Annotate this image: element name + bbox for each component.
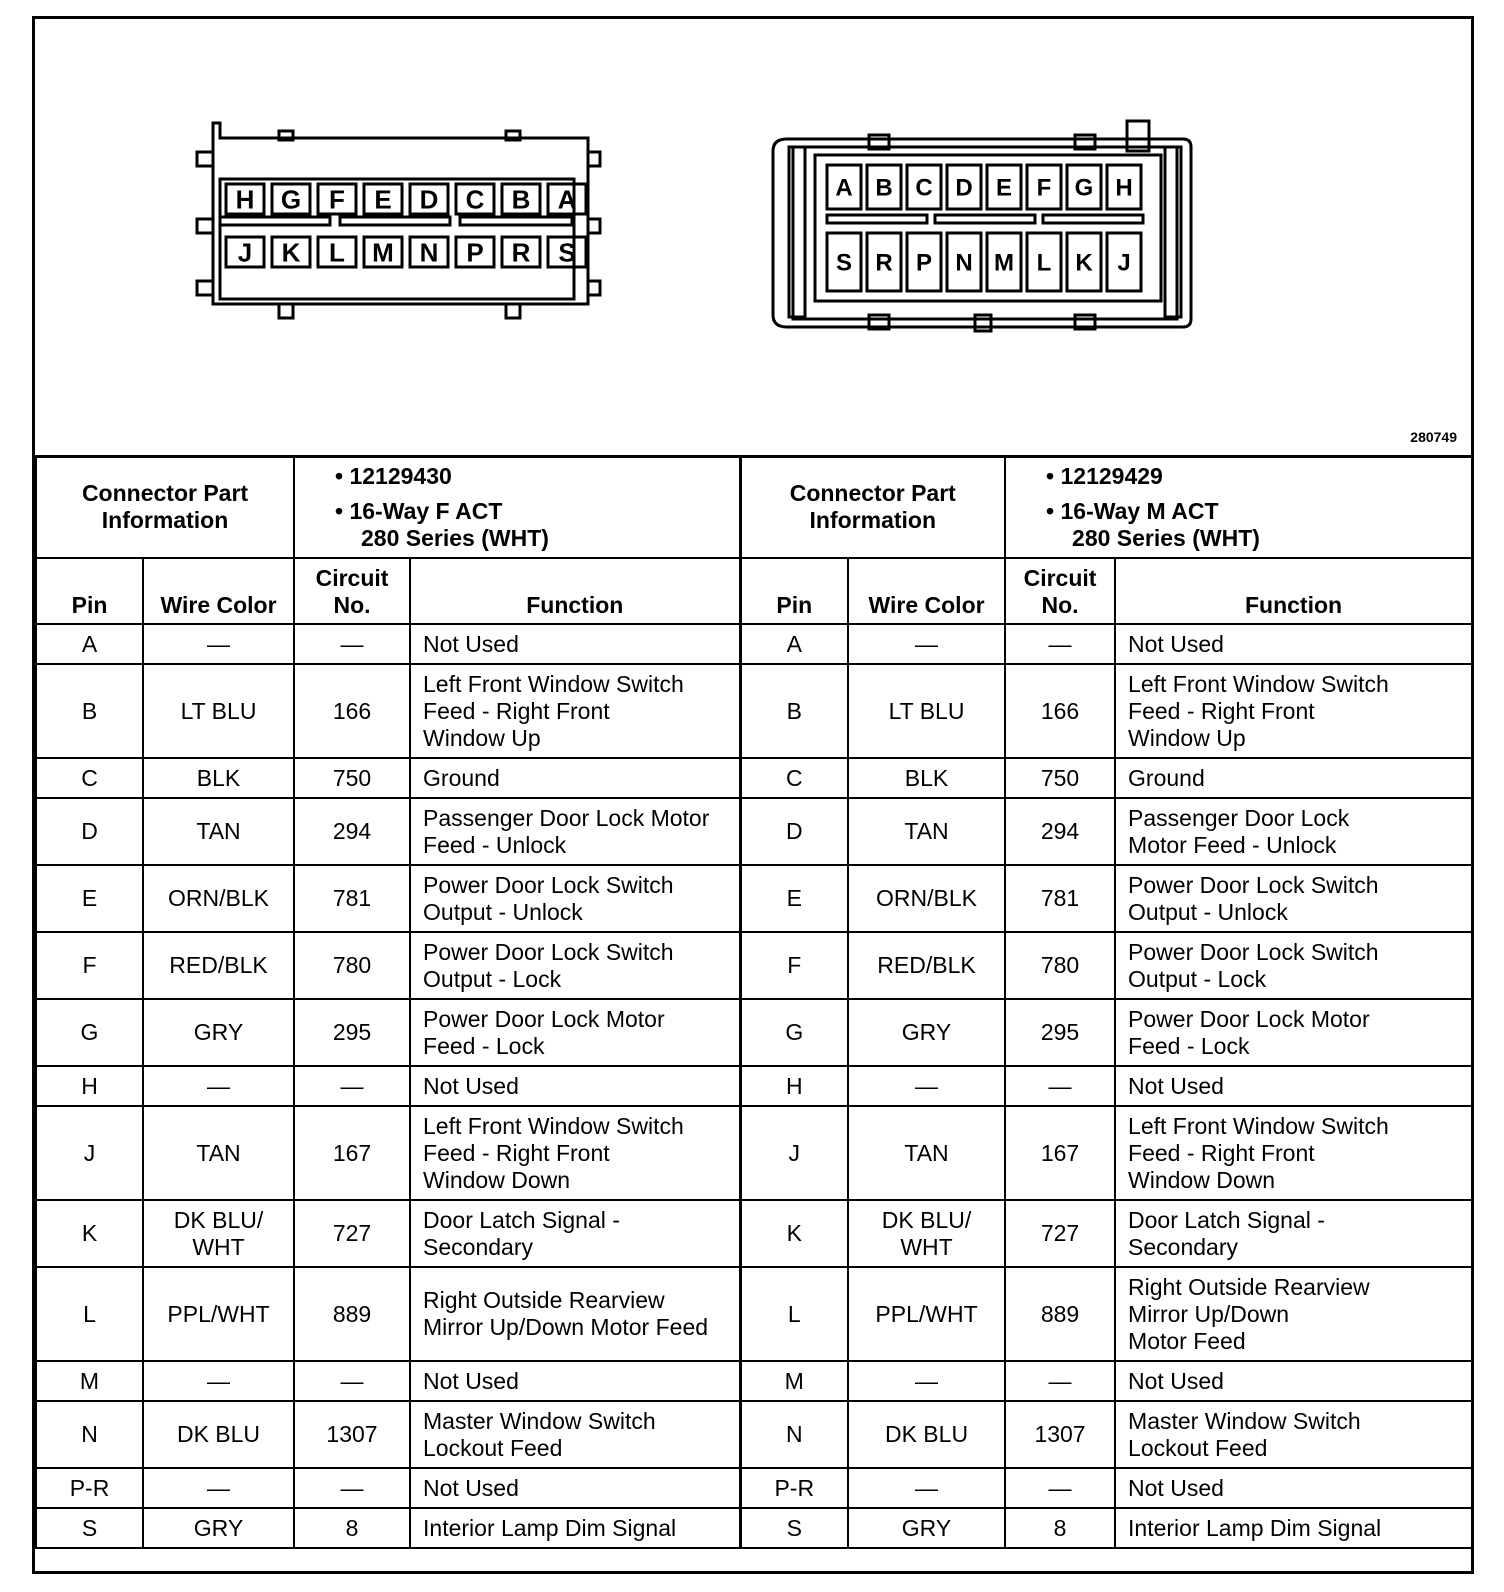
function-cell: Power Door Lock Switch Output - Unlock bbox=[410, 865, 740, 932]
pin-letter: R bbox=[511, 237, 531, 268]
circuit-number-cell: 1307 bbox=[1005, 1401, 1115, 1468]
right-part-number: 12129429 bbox=[1060, 462, 1163, 489]
left-part-number: 12129430 bbox=[349, 462, 452, 489]
circuit-number-cell: — bbox=[294, 1468, 410, 1508]
function-header: Function bbox=[410, 558, 740, 624]
function-cell: Power Door Lock Motor Feed - Lock bbox=[1115, 999, 1472, 1066]
pin-cell: F bbox=[36, 932, 143, 999]
function-cell: Not Used bbox=[1115, 1468, 1472, 1508]
circuit-number-cell: 167 bbox=[1005, 1106, 1115, 1200]
pin-letter: C bbox=[465, 184, 485, 215]
wire-color-cell: GRY bbox=[848, 999, 1005, 1066]
column-header-row bbox=[36, 558, 1472, 624]
wire-color-cell: DK BLU bbox=[848, 1401, 1005, 1468]
pin-letter: C bbox=[915, 174, 933, 202]
circuit-number-cell: 727 bbox=[294, 1200, 410, 1267]
circuit-number-cell: 8 bbox=[1005, 1508, 1115, 1548]
pin-letter: H bbox=[1115, 174, 1133, 202]
pin-letter: L bbox=[329, 237, 345, 268]
circuit-number-cell: 781 bbox=[1005, 865, 1115, 932]
pin-letter: A bbox=[557, 184, 577, 215]
circuit-number-cell: 889 bbox=[294, 1267, 410, 1361]
function-cell: Not Used bbox=[410, 1066, 740, 1106]
pin-cell: N bbox=[36, 1401, 143, 1468]
right-connector bbox=[773, 121, 1191, 331]
function-cell: Left Front Window Switch Feed - Right Front Window Up bbox=[1115, 664, 1472, 758]
pin-letter: D bbox=[419, 184, 439, 215]
pin-cell: G bbox=[740, 999, 848, 1066]
circuit-number-cell: — bbox=[294, 1066, 410, 1106]
wire-color-header: Wire Color bbox=[143, 558, 294, 624]
function-cell: Right Outside Rearview Mirror Up/Down Motor Feed bbox=[410, 1267, 740, 1361]
table-row bbox=[36, 1106, 1472, 1200]
function-cell: Right Outside Rearview Mirror Up/Down Motor Feed bbox=[1115, 1267, 1472, 1361]
circuit-number-cell: 8 bbox=[294, 1508, 410, 1548]
function-cell: Interior Lamp Dim Signal bbox=[1115, 1508, 1472, 1548]
pin-cell: H bbox=[36, 1066, 143, 1106]
pin-cell: L bbox=[740, 1267, 848, 1361]
function-cell: Master Window Switch Lockout Feed bbox=[410, 1401, 740, 1468]
right-connector-bottom-row bbox=[827, 233, 1141, 291]
wire-color-cell: GRY bbox=[143, 1508, 294, 1548]
wire-color-cell: LT BLU bbox=[848, 664, 1005, 758]
pin-letter: E bbox=[995, 174, 1013, 202]
wire-color-cell: TAN bbox=[848, 798, 1005, 865]
circuit-header: Circuit No. bbox=[1005, 558, 1115, 624]
circuit-number-cell: 166 bbox=[1005, 664, 1115, 758]
pin-cell: M bbox=[740, 1361, 848, 1401]
function-cell: Door Latch Signal - Secondary bbox=[410, 1200, 740, 1267]
pin-letter: S bbox=[558, 237, 576, 268]
circuit-number-cell: 750 bbox=[1005, 758, 1115, 798]
pin-header: Pin bbox=[740, 558, 848, 624]
circuit-number-cell: 294 bbox=[1005, 798, 1115, 865]
pin-cell: B bbox=[36, 664, 143, 758]
pin-letter: A bbox=[835, 174, 853, 202]
circuit-number-cell: 781 bbox=[294, 865, 410, 932]
table-row bbox=[36, 1508, 1472, 1548]
circuit-number-cell: — bbox=[1005, 624, 1115, 664]
pin-letter: S bbox=[835, 249, 853, 277]
pin-cell: A bbox=[36, 624, 143, 664]
connector-info-row bbox=[36, 456, 1472, 558]
left-info-label: Connector Part Information bbox=[36, 456, 294, 558]
function-cell: Power Door Lock Switch Output - Lock bbox=[410, 932, 740, 999]
pin-letter: G bbox=[280, 184, 302, 215]
pin-letter: J bbox=[1117, 249, 1131, 277]
pin-letter: D bbox=[955, 174, 973, 202]
pin-header: Pin bbox=[36, 558, 143, 624]
pin-cell: E bbox=[36, 865, 143, 932]
circuit-number-cell: 750 bbox=[294, 758, 410, 798]
wire-color-cell: — bbox=[848, 1066, 1005, 1106]
wire-color-cell: — bbox=[848, 624, 1005, 664]
left-connector-series: 280 Series (WHT) bbox=[361, 524, 549, 551]
wire-color-cell: PPL/WHT bbox=[143, 1267, 294, 1361]
connector-diagram bbox=[35, 19, 1471, 458]
document-frame bbox=[32, 16, 1474, 1574]
wire-color-cell: — bbox=[143, 1468, 294, 1508]
wire-color-cell: DK BLU bbox=[143, 1401, 294, 1468]
pin-cell: C bbox=[740, 758, 848, 798]
pin-letter: P bbox=[915, 249, 933, 277]
pin-cell: J bbox=[740, 1106, 848, 1200]
function-cell: Master Window Switch Lockout Feed bbox=[1115, 1401, 1472, 1468]
left-connector-top-row bbox=[226, 184, 586, 214]
wire-color-cell: DK BLU/ WHT bbox=[143, 1200, 294, 1267]
right-connector-desc: 16-Way M ACT bbox=[1060, 497, 1219, 524]
wire-color-cell: — bbox=[143, 624, 294, 664]
function-cell: Interior Lamp Dim Signal bbox=[410, 1508, 740, 1548]
function-cell: Not Used bbox=[410, 1468, 740, 1508]
left-connector-bottom-row bbox=[226, 237, 586, 267]
wire-color-cell: GRY bbox=[848, 1508, 1005, 1548]
pin-letter: K bbox=[1075, 249, 1093, 277]
pin-cell: D bbox=[36, 798, 143, 865]
pin-letter: M bbox=[994, 249, 1014, 277]
function-header: Function bbox=[1115, 558, 1472, 624]
circuit-number-cell: 727 bbox=[1005, 1200, 1115, 1267]
function-cell: Not Used bbox=[1115, 1066, 1472, 1106]
pin-letter: K bbox=[281, 237, 301, 268]
pin-cell: G bbox=[36, 999, 143, 1066]
pin-cell: P-R bbox=[36, 1468, 143, 1508]
connector-pinout-table bbox=[35, 455, 1473, 1549]
table-row bbox=[36, 1361, 1472, 1401]
right-connector-part-info: • 12129429 • 16-Way M ACT 280 Series (WHT) bbox=[1005, 456, 1472, 558]
table-row bbox=[36, 1267, 1472, 1361]
table-row bbox=[36, 999, 1472, 1066]
circuit-number-cell: — bbox=[294, 1361, 410, 1401]
function-cell: Door Latch Signal - Secondary bbox=[1115, 1200, 1472, 1267]
pin-letter: P bbox=[466, 237, 484, 268]
pin-cell: S bbox=[36, 1508, 143, 1548]
circuit-number-cell: 780 bbox=[1005, 932, 1115, 999]
left-connector bbox=[197, 123, 600, 318]
pin-cell: D bbox=[740, 798, 848, 865]
pin-letter: B bbox=[875, 174, 893, 202]
pin-letter: N bbox=[955, 249, 973, 277]
table-row bbox=[36, 1066, 1472, 1106]
wire-color-cell: PPL/WHT bbox=[848, 1267, 1005, 1361]
table-row bbox=[36, 932, 1472, 999]
wire-color-cell: TAN bbox=[143, 1106, 294, 1200]
pin-cell: K bbox=[36, 1200, 143, 1267]
function-cell: Ground bbox=[410, 758, 740, 798]
function-cell: Not Used bbox=[1115, 1361, 1472, 1401]
wire-color-header: Wire Color bbox=[848, 558, 1005, 624]
wire-color-cell: ORN/BLK bbox=[143, 865, 294, 932]
function-cell: Passenger Door Lock Motor Feed - Unlock bbox=[410, 798, 740, 865]
function-cell: Left Front Window Switch Feed - Right Front Window Up bbox=[410, 664, 740, 758]
wire-color-cell: TAN bbox=[848, 1106, 1005, 1200]
circuit-number-cell: — bbox=[1005, 1361, 1115, 1401]
wire-color-cell: — bbox=[848, 1468, 1005, 1508]
left-connector-desc: 16-Way F ACT bbox=[349, 497, 503, 524]
function-cell: Power Door Lock Switch Output - Unlock bbox=[1115, 865, 1472, 932]
wire-color-cell: DK BLU/ WHT bbox=[848, 1200, 1005, 1267]
connector-drawing bbox=[35, 19, 1471, 455]
wire-color-cell: RED/BLK bbox=[848, 932, 1005, 999]
wire-color-cell: — bbox=[143, 1361, 294, 1401]
pin-cell: J bbox=[36, 1106, 143, 1200]
table-row bbox=[36, 865, 1472, 932]
pin-cell: N bbox=[740, 1401, 848, 1468]
function-cell: Left Front Window Switch Feed - Right Front Window Down bbox=[410, 1106, 740, 1200]
pin-letter: R bbox=[875, 249, 893, 277]
wire-color-cell: TAN bbox=[143, 798, 294, 865]
circuit-number-cell: — bbox=[1005, 1066, 1115, 1106]
wire-color-cell: ORN/BLK bbox=[848, 865, 1005, 932]
function-cell: Not Used bbox=[410, 1361, 740, 1401]
table-row bbox=[36, 1401, 1472, 1468]
circuit-number-cell: 295 bbox=[294, 999, 410, 1066]
pin-letter: B bbox=[511, 184, 531, 215]
wire-color-cell: RED/BLK bbox=[143, 932, 294, 999]
pin-cell: A bbox=[740, 624, 848, 664]
function-cell: Left Front Window Switch Feed - Right Front Window Down bbox=[1115, 1106, 1472, 1200]
figure-number: 280749 bbox=[1410, 429, 1457, 445]
function-cell: Power Door Lock Motor Feed - Lock bbox=[410, 999, 740, 1066]
pin-letter: F bbox=[329, 184, 345, 215]
circuit-number-cell: — bbox=[294, 624, 410, 664]
pin-letter: M bbox=[372, 237, 394, 268]
pin-letter: F bbox=[1036, 174, 1052, 202]
left-connector-part-info: • 12129430 • 16-Way F ACT 280 Series (WHT) bbox=[294, 456, 740, 558]
pin-letter: H bbox=[235, 184, 255, 215]
pin-cell: F bbox=[740, 932, 848, 999]
table-row bbox=[36, 664, 1472, 758]
table-row bbox=[36, 798, 1472, 865]
pin-letter: E bbox=[374, 184, 392, 215]
pin-cell: P-R bbox=[740, 1468, 848, 1508]
circuit-number-cell: 780 bbox=[294, 932, 410, 999]
pin-letter: J bbox=[237, 237, 253, 268]
function-cell: Passenger Door Lock Motor Feed - Unlock bbox=[1115, 798, 1472, 865]
pin-cell: M bbox=[36, 1361, 143, 1401]
right-info-label: Connector Part Information bbox=[740, 456, 1005, 558]
pin-letter: G bbox=[1074, 174, 1094, 202]
function-cell: Power Door Lock Switch Output - Lock bbox=[1115, 932, 1472, 999]
table-row bbox=[36, 624, 1472, 664]
pin-letter: N bbox=[419, 237, 439, 268]
circuit-number-cell: 295 bbox=[1005, 999, 1115, 1066]
circuit-number-cell: 166 bbox=[294, 664, 410, 758]
table-row bbox=[36, 1200, 1472, 1267]
pin-cell: H bbox=[740, 1066, 848, 1106]
pin-cell: K bbox=[740, 1200, 848, 1267]
circuit-number-cell: 889 bbox=[1005, 1267, 1115, 1361]
function-cell: Not Used bbox=[410, 624, 740, 664]
wire-color-cell: GRY bbox=[143, 999, 294, 1066]
table-row bbox=[36, 1468, 1472, 1508]
wire-color-cell: BLK bbox=[848, 758, 1005, 798]
pin-cell: C bbox=[36, 758, 143, 798]
pin-cell: B bbox=[740, 664, 848, 758]
right-connector-series: 280 Series (WHT) bbox=[1072, 524, 1260, 551]
circuit-number-cell: 294 bbox=[294, 798, 410, 865]
right-connector-top-row bbox=[827, 165, 1141, 209]
pin-cell: L bbox=[36, 1267, 143, 1361]
pin-cell: E bbox=[740, 865, 848, 932]
pin-letter: L bbox=[1036, 249, 1052, 277]
pin-rows bbox=[36, 624, 1472, 1548]
wire-color-cell: — bbox=[848, 1361, 1005, 1401]
wire-color-cell: — bbox=[143, 1066, 294, 1106]
wire-color-cell: LT BLU bbox=[143, 664, 294, 758]
pin-cell: S bbox=[740, 1508, 848, 1548]
function-cell: Ground bbox=[1115, 758, 1472, 798]
circuit-number-cell: 1307 bbox=[294, 1401, 410, 1468]
table-row bbox=[36, 758, 1472, 798]
function-cell: Not Used bbox=[1115, 624, 1472, 664]
wire-color-cell: BLK bbox=[143, 758, 294, 798]
circuit-number-cell: 167 bbox=[294, 1106, 410, 1200]
circuit-number-cell: — bbox=[1005, 1468, 1115, 1508]
circuit-header: Circuit No. bbox=[294, 558, 410, 624]
